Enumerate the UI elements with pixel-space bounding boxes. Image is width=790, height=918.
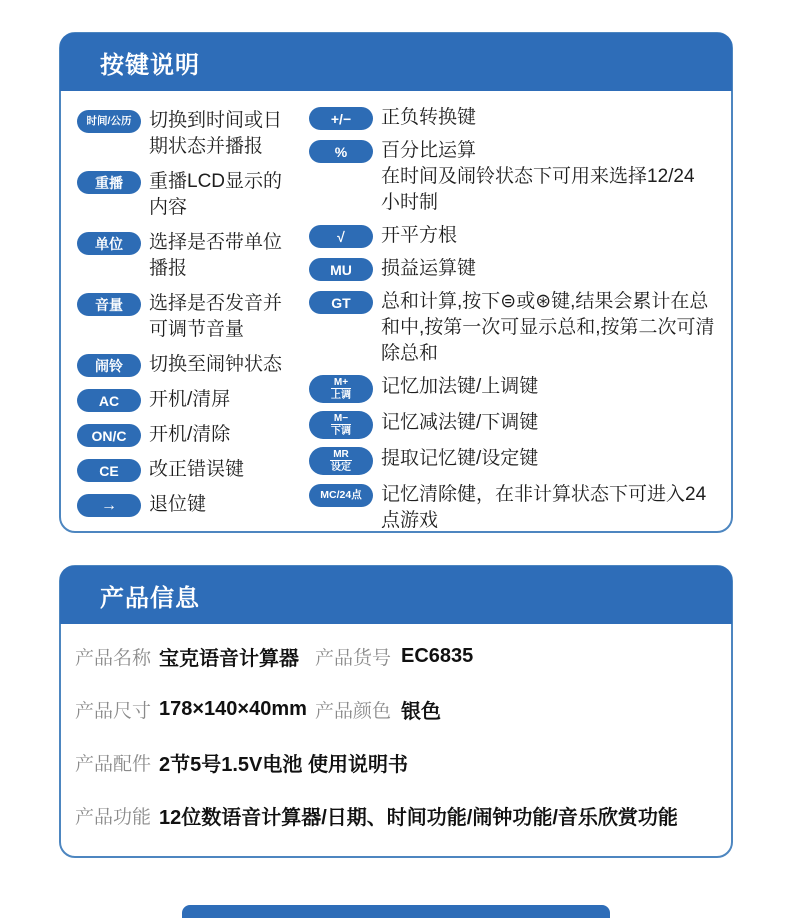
key-row — [77, 169, 307, 221]
info-label: 产品尺寸 — [75, 701, 152, 722]
key-row — [77, 230, 307, 282]
key-desc-line1: 百分比运算 — [381, 140, 477, 161]
key-row — [77, 108, 307, 160]
key-desc: 损益运算键 — [381, 258, 477, 279]
key-desc: 选择是否带单位播报 — [149, 232, 283, 279]
key-row — [309, 374, 717, 403]
info-label: 产品货号 — [315, 648, 392, 669]
key-desc: 改正错误键 — [149, 459, 245, 480]
product-accessories-value: 2节5号1.5V电池 使用说明书 — [159, 754, 408, 776]
product-color-value: 银色 — [401, 701, 441, 723]
key-desc-line2: 在时间及闹铃状态下可用来选择12/24小时制 — [381, 166, 695, 213]
percent-key: % — [309, 140, 373, 163]
key-label-bottom: 下调 — [331, 426, 351, 437]
key-desc — [381, 138, 717, 216]
backspace-arrow-key: → — [77, 494, 141, 517]
key-desc: 开机/清除 — [149, 424, 231, 445]
info-label: 产品名称 — [75, 648, 152, 669]
info-label: 产品颜色 — [315, 701, 392, 722]
info-row — [61, 789, 731, 842]
onc-key: ON/C — [77, 424, 141, 447]
key-desc: 提取记忆键/设定键 — [381, 448, 539, 469]
m-minus-down-key — [309, 411, 373, 439]
key-desc: 退位键 — [149, 494, 207, 515]
key-desc: 选择是否发音并可调节音量 — [149, 293, 283, 340]
alarm-key: 闹铃 — [77, 354, 141, 377]
key-row — [309, 256, 717, 282]
key-desc: 开机/清屏 — [149, 389, 231, 410]
key-desc: 总和计算,按下⊜或⊛键,结果会累计在总和中,按第一次可显示总和,按第二次可清除总和 — [381, 291, 715, 364]
key-label-top: MR — [330, 449, 352, 461]
key-row — [309, 482, 717, 534]
product-features-value: 12位数语音计算器/日期、时间功能/闹钟功能/音乐欣赏功能 — [159, 807, 678, 829]
mr-set-key — [309, 447, 373, 475]
key-desc: 记忆加法键/上调键 — [381, 376, 539, 397]
m-plus-up-key — [309, 375, 373, 403]
key-row — [77, 457, 307, 483]
key-row — [77, 352, 307, 378]
key-row — [77, 422, 307, 448]
time-calendar-key: 时间/公历 — [77, 110, 141, 133]
key-desc: 正负转换键 — [381, 107, 477, 128]
key-label-top: M− — [331, 413, 351, 425]
key-column-right — [309, 105, 717, 541]
product-name-value: 宝克语音计算器 — [159, 648, 299, 670]
key-row — [309, 223, 717, 249]
key-panel-content — [61, 91, 731, 532]
info-label: 产品配件 — [75, 754, 152, 775]
key-desc: 记忆清除健，在非计算状态下可进入24点游戏 — [381, 484, 707, 531]
info-rows — [61, 624, 731, 842]
key-row — [309, 289, 717, 367]
info-panel-header — [60, 566, 732, 624]
key-desc: 重播LCD显示的内容 — [149, 171, 283, 218]
info-label: 产品功能 — [75, 807, 152, 828]
ac-key: AC — [77, 389, 141, 412]
key-row — [309, 410, 717, 439]
info-row — [61, 683, 731, 736]
key-column-left — [77, 108, 307, 527]
key-desc: 切换至闹钟状态 — [149, 354, 283, 375]
key-label-bottom: 上调 — [331, 390, 351, 401]
product-info-panel — [59, 565, 733, 858]
key-desc: 开平方根 — [381, 225, 458, 246]
unit-key: 单位 — [77, 232, 141, 255]
key-row — [77, 291, 307, 343]
key-row — [309, 105, 717, 131]
key-row — [77, 387, 307, 413]
key-row — [77, 492, 307, 518]
mc-24-key: MC/24点 — [309, 484, 373, 507]
plus-minus-key: +/− — [309, 107, 373, 130]
info-row — [61, 630, 731, 683]
key-label-bottom: 设定 — [331, 462, 351, 473]
info-row — [61, 736, 731, 789]
next-section-peek-bar — [182, 905, 610, 918]
ce-key: CE — [77, 459, 141, 482]
gt-key: GT — [309, 291, 373, 314]
key-explanation-panel — [59, 32, 733, 533]
key-panel-title: 按键说明 — [100, 51, 200, 79]
key-desc: 记忆减法键/下调键 — [381, 412, 539, 433]
key-row — [309, 446, 717, 475]
replay-key: 重播 — [77, 171, 141, 194]
product-sku-value: EC6835 — [401, 645, 474, 667]
product-size-value: 178×140×40mm — [159, 698, 307, 720]
sqrt-key: √ — [309, 225, 373, 248]
key-label-top: M+ — [331, 377, 351, 389]
info-panel-title: 产品信息 — [100, 584, 200, 612]
mu-key: MU — [309, 258, 373, 281]
key-desc: 切换到时间或日期状态并播报 — [149, 110, 283, 157]
key-panel-header — [60, 33, 732, 91]
key-row — [309, 138, 717, 216]
volume-key: 音量 — [77, 293, 141, 316]
